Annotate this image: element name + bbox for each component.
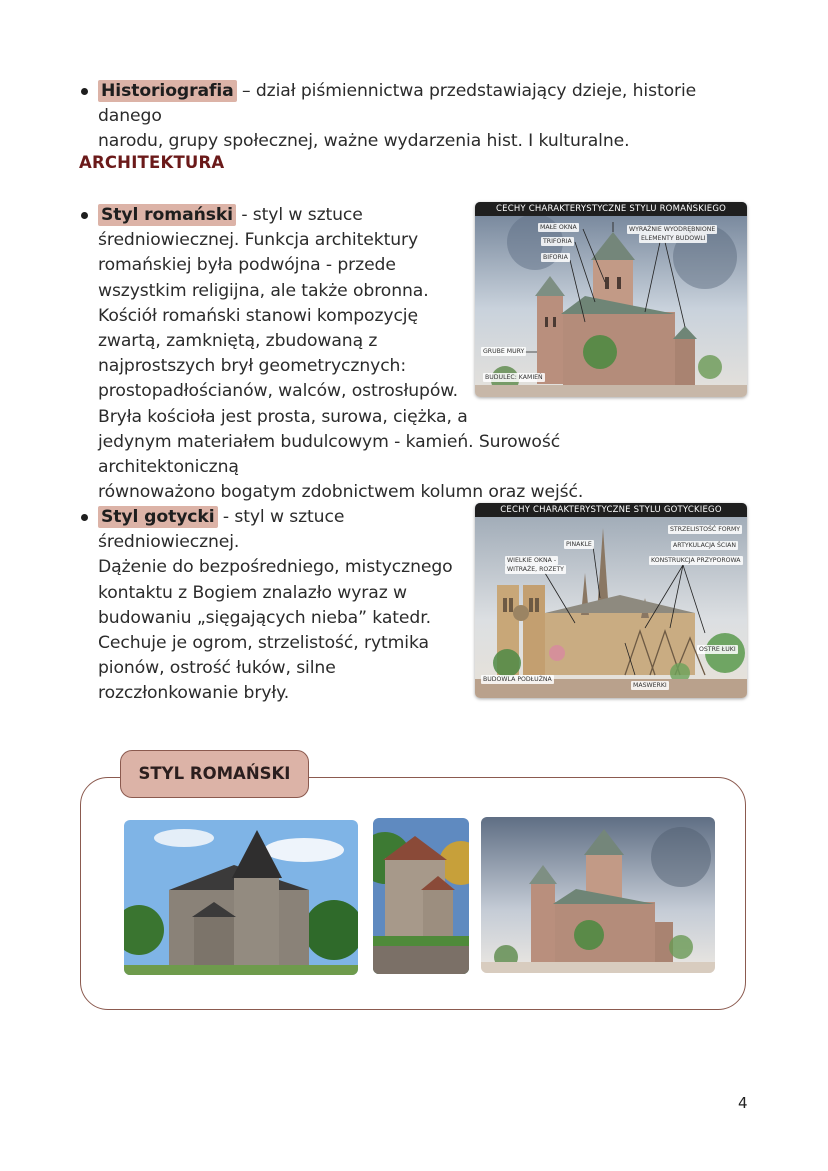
label-wielkie-okna-1: WIELKIE OKNA -: [507, 557, 557, 564]
label-pinakle: PINAKLE: [566, 541, 592, 548]
label-ostre-luki: OSTRE ŁUKI: [699, 646, 736, 653]
page-number: 4: [738, 1094, 748, 1112]
bullet-romanski: [81, 212, 88, 219]
romanesque-infographic: [475, 202, 747, 397]
gothic-infographic: [475, 503, 747, 698]
gothic-infographic-title: CECHY CHARAKTERYSTYCZNE STYLU GOTYCKIEGO: [475, 503, 747, 517]
bullet-historiografia: [81, 88, 88, 95]
romanski-paragraph: Styl romański - styl w sztuce średniowiecznej. Funkcja architektury romańskiej była podwójna - przede wszystkim religijna, ale także obronna. Kościół romański stanowi kompozycję zwartą, zamkniętą, zbudowaną z najprostszych brył geometrycznych: prostopadłościanów, walców, ostrosłupów. Bryła kościoła jest prosta, surowa, ciężka, a jedynym materiałem budulcowym - kamień. Surowość architektoniczną równoważono bogatym zdobnictwem kolumn oraz wejść.: [98, 205, 584, 503]
section-heading-architektura: ARCHITEKTURA: [79, 153, 225, 172]
photo-romanesque-church: [124, 820, 358, 975]
label-konstrukcja: KONSTRUKCJA PRZYPOROWA: [651, 557, 741, 564]
label-grube-mury: GRUBE MURY: [483, 348, 525, 355]
term-styl-romanski: Styl romański: [98, 204, 236, 226]
label-artykulacja: ARTYKULACJA ŚCIAN: [673, 542, 736, 549]
photo-romanesque-illustration: [481, 817, 715, 973]
bullet-gotycki: [81, 514, 88, 521]
gotycki-paragraph: Styl gotycki - styl w sztuce średniowiecznej. Dążenie do bezpośredniego, mistycznego kontaktu z Bogiem znalazło wyraz w budowaniu „sięgających nieba” katedr. Cechuje je ogrom, strzelistość, rytmika pionów, ostrość łuków, silne rozczłonkowanie bryły.: [98, 507, 453, 704]
label-biforia: BIFORIA: [543, 254, 568, 261]
gallery-title-tab: STYL ROMAŃSKI: [120, 750, 309, 798]
label-wielkie-okna-2: WITRAŻE, ROZETY: [507, 566, 564, 573]
label-triforia: TRIFORIA: [543, 238, 572, 245]
label-budowla-podluzna: BUDOWLA PODŁUŻNA: [483, 676, 552, 683]
label-strzelistosc: STRZELISTOŚĆ FORMY: [670, 526, 741, 533]
label-wyodrebnione-1: WYRAŹNIE WYODRĘBNIONE: [629, 226, 716, 233]
term-historiografia: Historiografia: [98, 80, 237, 102]
label-male-okna: MAŁE OKNA: [540, 224, 577, 231]
photo-rotunda: [373, 818, 469, 974]
label-maswerki: MASWERKI: [633, 682, 667, 689]
term-styl-gotycki: Styl gotycki: [98, 506, 218, 528]
label-budulec: BUDULEC: KAMIEŃ: [485, 374, 543, 381]
romanesque-infographic-title: CECHY CHARAKTERYSTYCZNE STYLU ROMAŃSKIEGO: [475, 202, 747, 216]
label-wyodrebnione-2: ELEMENTY BUDOWLI: [641, 235, 706, 242]
historiografia-paragraph: Historiografia – dział piśmiennictwa przedstawiający dzieje, historie danego narodu, grupy społecznej, ważne wydarzenia hist. I kulturalne.: [98, 81, 697, 152]
